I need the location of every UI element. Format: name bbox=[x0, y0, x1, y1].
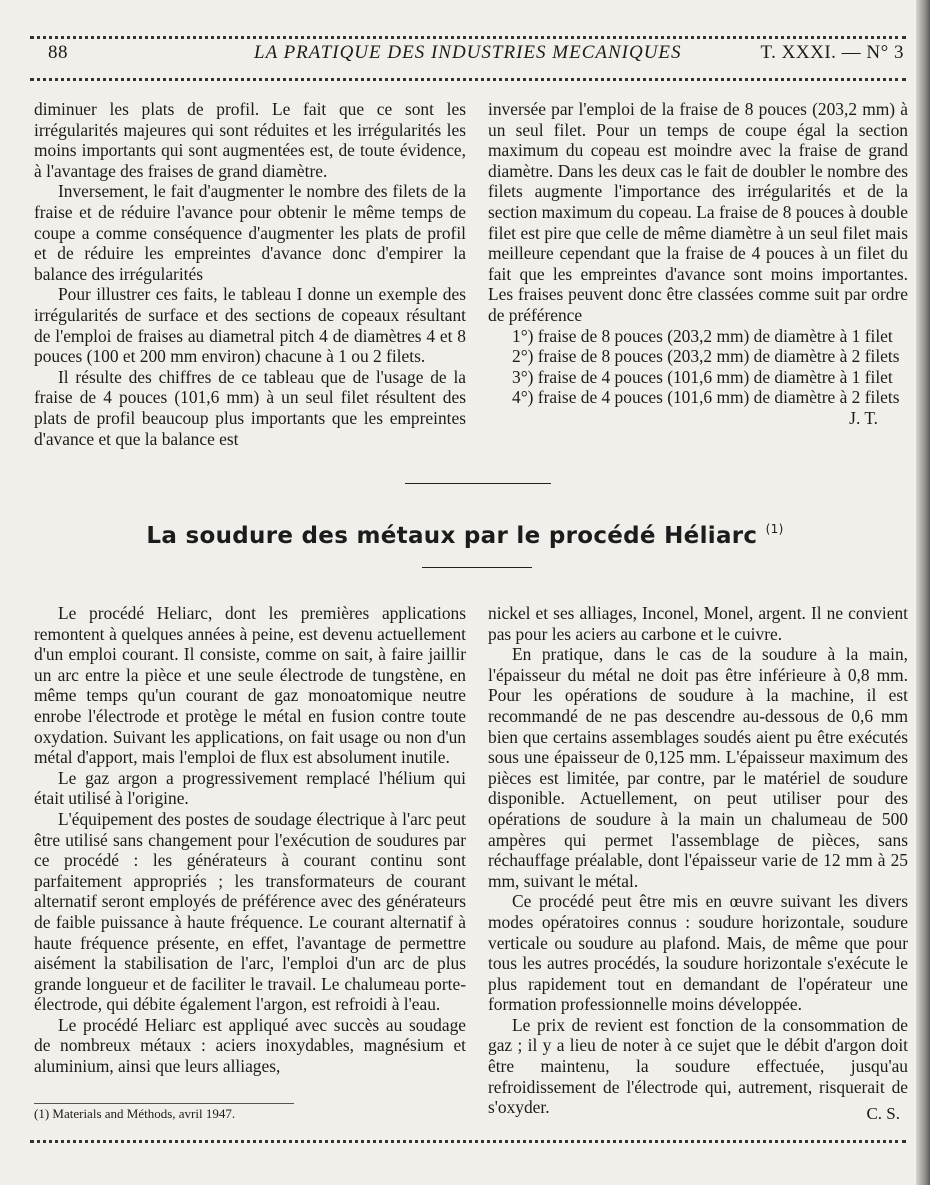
paragraph: Il résulte des chiffres de ce tableau que de l'usage de la fraise de 4 pouces (101,6 mm) à un seul filet résultent des plats de profil beaucoup plus importants que les empreintes d'avance et que la balance est bbox=[34, 366, 466, 449]
paragraph: Le gaz argon a progressivement remplacé l'hélium qui était utilisé à l'origine. bbox=[34, 767, 466, 809]
issue-number: T. XXXI. — N° 3 bbox=[760, 42, 904, 63]
running-header bbox=[48, 42, 904, 68]
article-title bbox=[0, 522, 930, 549]
page-number: 88 bbox=[48, 42, 68, 63]
article-right-column bbox=[488, 603, 908, 1118]
article-left-column bbox=[34, 603, 466, 1077]
top-dotted-rule bbox=[30, 36, 906, 39]
article-signature: C. S. bbox=[866, 1104, 900, 1123]
ranking-item: 1°) fraise de 8 pouces (203,2 mm) de diamètre à 1 filet bbox=[512, 325, 893, 346]
article-title-text: La soudure des métaux par le procédé Héliarc bbox=[146, 523, 758, 549]
paragraph: Le prix de revient est fonction de la consommation de gaz ; il y a lieu de noter à ce sujet que le débit d'argon doit être maintenu, la soudure effectuée, jusqu'au refroidissement de l'électrode qui, autrement, risquerait de s'oxyder. bbox=[488, 1014, 908, 1118]
ranking-item: 2°) fraise de 8 pouces (203,2 mm) de diamètre à 2 filets bbox=[512, 346, 900, 367]
journal-title: LA PRATIQUE DES INDUSTRIES MECANIQUES bbox=[254, 42, 682, 63]
title-footnote-marker: (1) bbox=[765, 522, 784, 536]
title-underline-rule bbox=[422, 567, 532, 568]
paragraph: Inversement, le fait d'augmenter le nombre des filets de la fraise et de réduire l'avance pour obtenir le même temps de coupe a comme conséquence d'augmenter les plats de profil et de réduire les empreintes d'avance donc d'empirer la balance des irrégularités bbox=[34, 181, 466, 284]
ranking-item: 4°) fraise de 4 pouces (101,6 mm) de diamètre à 2 filets bbox=[512, 387, 900, 408]
paragraph: inversée par l'emploi de la fraise de 8 pouces (203,2 mm) à un seul filet. Pour un temps de coupe égal la section maximum du copeau est moindre avec la fraise de grand diamètre. Dans les deux cas le fait de doubler le nombre des filets augmente l'importance des irrégularités et de la section maximum du copeau. La fraise de 8 pouces à double filet est pire que celle de même diamètre à un seul filet mais meilleure cependant que la fraise de 4 pouces à un filet du fait que les empreintes d'avance sont moins importantes. Les fraises peuvent donc être classées comme suit par ordre de préférence bbox=[488, 99, 908, 325]
prev-article-right-column bbox=[488, 99, 908, 429]
bottom-dotted-rule bbox=[30, 1140, 906, 1143]
prev-article-left-column bbox=[34, 99, 466, 449]
page-edge-shadow bbox=[916, 0, 930, 1185]
footnote: (1) Materials and Méthods, avril 1947. bbox=[34, 1106, 236, 1121]
prev-article-signature: J. T. bbox=[849, 407, 878, 428]
ranking-item: 3°) fraise de 4 pouces (101,6 mm) de diamètre à 1 filet bbox=[512, 366, 893, 387]
paragraph: L'équipement des postes de soudage électrique à l'arc peut être utilisé sans changement pour l'exécution de soudures par ce procédé : les générateurs à courant continu sont parfaitement appropriés ; les transformateurs de courant alternatif seront employés de préférence avec des générateurs de faible puissance à haute fréquence. Le courant alternatif à haute fréquence présente, en effet, l'avantage de permettre aisément la stabilisation de l'arc, l'emploi d'un arc de plus grande longueur et de faciliter le travail. Le chalumeau porte-électrode, qui débite également l'argon, est refroidi à l'eau. bbox=[34, 808, 466, 1015]
paragraph: Le procédé Heliarc, dont les premières applications remontent à quelques années à peine, est devenu actuellement d'un emploi courant. Il consiste, comme on sait, à faire jaillir un arc entre la pièce et une seule électrode de tungstène, en même temps qu'un courant de gaz monoatomique neutre enrobe l'électrode et protège le métal en fusion contre toute oxydation. Suivant les applications, on fait usage ou non d'un métal d'apport, mais l'emploi de flux est absolument inutile. bbox=[34, 603, 466, 768]
paragraph: En pratique, dans le cas de la soudure à la main, l'épaisseur du métal ne doit pas être inférieure à 0,8 mm. Pour les opérations de soudure à la machine, il est recommandé de ne pas descendre au-dessous de 0,6 mm bien que certains assemblages soudés aient pu être exécutés sous une épaisseur de 0,125 mm. L'épaisseur maximum des pièces est limitée, par contre, par le matériel de soudure disponible. Actuellement, on peut utiliser pour des opérations de soudure à la main un chalumeau de 500 ampères qui permet l'assemblage de pièces, sans réchauffage préalable, dont l'épaisseur varie de 12 mm à 25 mm, suivant le métal. bbox=[488, 644, 908, 891]
header-dotted-rule bbox=[30, 78, 906, 81]
paragraph: Ce procédé peut être mis en œuvre suivant les divers modes opératoires connus : soudure horizontale, soudure verticale ou soudure au plafond. Mais, de même que pour tous les autres procédés, la soudure horizontale s'exécute le plus rapidement tout en demandant de l'opérateur une formation professionnelle moins développée. bbox=[488, 891, 908, 1015]
paragraph: nickel et ses alliages, Inconel, Monel, argent. Il ne convient pas pour les aciers au carbone et le cuivre. bbox=[488, 603, 908, 644]
section-divider-rule bbox=[405, 483, 551, 484]
footnote-rule bbox=[34, 1103, 294, 1104]
paragraph: diminuer les plats de profil. Le fait que ce sont les irrégularités majeures qui sont réduites et les irrégularités les moins importants qui sont augmentées est, de toute évidence, à l'avantage des fraises de grand diamètre. bbox=[34, 99, 466, 181]
paragraph: Le procédé Heliarc est appliqué avec succès au soudage de nombreux métaux : aciers inoxydables, magnésium et aluminium, ainsi que leurs alliages, bbox=[34, 1014, 466, 1077]
paragraph: Pour illustrer ces faits, le tableau I donne un exemple des irrégularités de surface et des sections de copeaux résultant de l'emploi de fraises au diametral pitch 4 de diamètres 4 et 8 pouces (100 et 200 mm environ) chacune à 1 ou 2 filets. bbox=[34, 284, 466, 367]
